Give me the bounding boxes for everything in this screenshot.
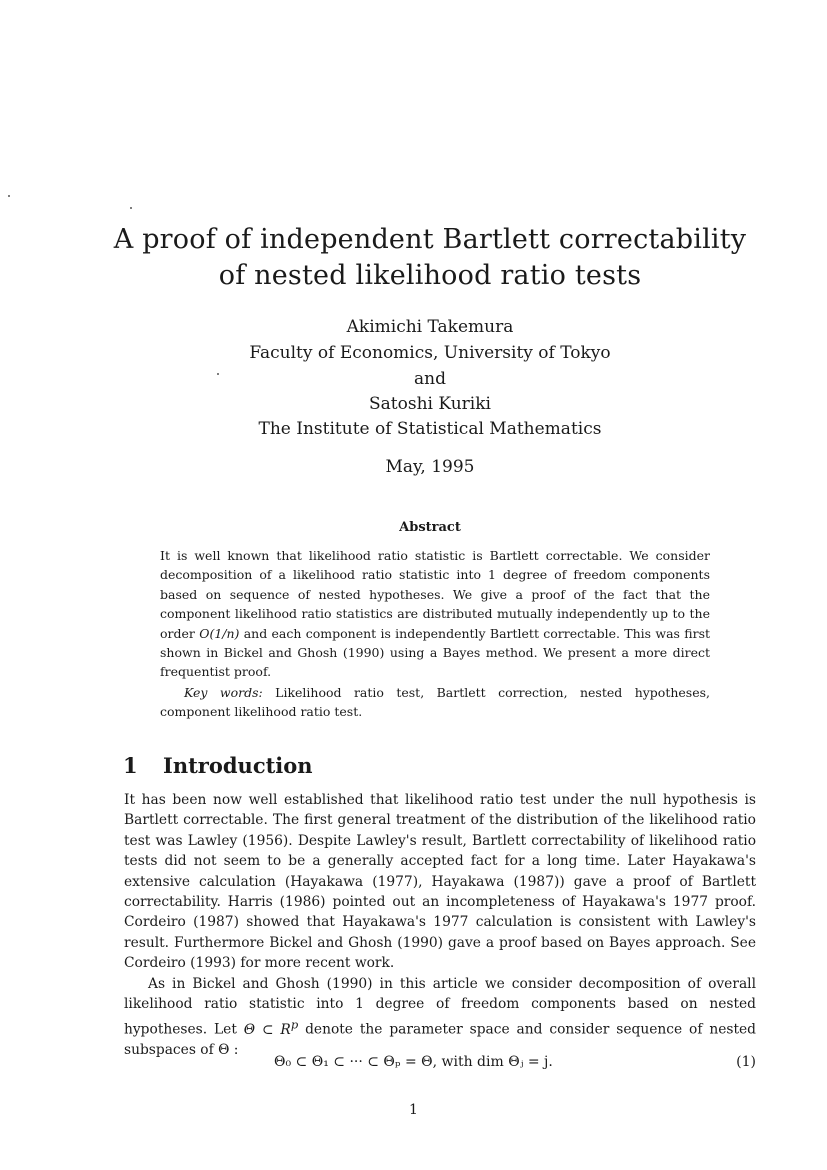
section-title: Introduction [163, 753, 313, 778]
keywords-text: Likelihood ratio test, Bartlett correction, nested hypotheses, component likelihood ratio test. [160, 684, 711, 720]
inline-math-base: Θ ⊂ R [243, 1022, 291, 1039]
inline-math-sup: p [290, 1017, 299, 1032]
abstract-math: O(1/n) [199, 625, 240, 641]
equation-number: (1) [736, 1054, 756, 1070]
abstract-heading: Abstract [399, 520, 461, 535]
section-number: 1 [123, 753, 138, 778]
equation-body: Θ₀ ⊂ Θ₁ ⊂ ··· ⊂ Θₚ = Θ, with dim Θⱼ = j. [274, 1054, 553, 1070]
body-paragraph [124, 974, 756, 1061]
author-name: Satoshi Kuriki [369, 394, 491, 414]
abstract-body [160, 546, 710, 722]
scan-speck [8, 195, 10, 197]
author-affiliation: Faculty of Economics, University of Tokyo [249, 343, 611, 363]
keywords-label: Key words: [184, 684, 263, 700]
paper-title: A proof of independent Bartlett correctability of nested likelihood ratio tests [113, 224, 747, 291]
scan-speck [217, 373, 219, 375]
paper-date: May, 1995 [385, 457, 475, 477]
body-text: As in Bickel and Ghosh (1990) in this article we consider decomposition of overall likelihood ratio statistic into 1 degree of freedom components based on nested hypotheses. Let [124, 975, 756, 1039]
section-body [124, 790, 756, 1061]
equation [124, 1054, 756, 1076]
author-conjunction: and [414, 369, 446, 389]
abstract-paragraph [160, 546, 710, 682]
author-name: Akimichi Takemura [346, 317, 514, 337]
section-heading [123, 753, 313, 778]
keywords-paragraph [160, 683, 710, 722]
scan-speck [130, 207, 132, 209]
abstract-text: and each component is independently Bartlett correctable. This was first shown in Bickel and Ghosh (1990) using a Bayes method. We present a more direct frequentist proof. [160, 625, 711, 680]
author-affiliation: The Institute of Statistical Mathematics [258, 419, 602, 439]
inline-math [243, 1017, 299, 1039]
body-paragraph: It has been now well established that likelihood ratio test under the null hypothesis is Bartlett correctable. The first general treatment of the distribution of the likelihood ratio test was Lawley (1956). Despite Lawley's result, Bartlett correctability of likelihood ratio tests did not seem to be a generally accepted fact for a long time. Later Hayakawa's extensive calculation (Hayakawa (1977), Hayakawa (1987)) gave a proof of Bartlett correctability. Harris (1986) pointed out an incompleteness of Hayakawa's 1977 proof. Cordeiro (1987) showed that Hayakawa's 1977 calculation is consistent with Lawley's result. Furthermore Bickel and Ghosh (1990) gave a proof based on Bayes approach. See Cordeiro (1993) for more recent work. [124, 792, 756, 972]
abstract-text: It is well known that likelihood ratio statistic is Bartlett correctable. We consider decomposition of a likelihood ratio statistic into 1 degree of freedom components based on sequence of nested hypotheses. We give a proof of the fact that the component likelihood ratio statistics are distributed mutually independently up to the order [160, 548, 710, 641]
page-number: 1 [409, 1102, 418, 1118]
body-text: denote the parameter space and consider sequence of nested subspaces of Θ : [124, 1022, 757, 1059]
